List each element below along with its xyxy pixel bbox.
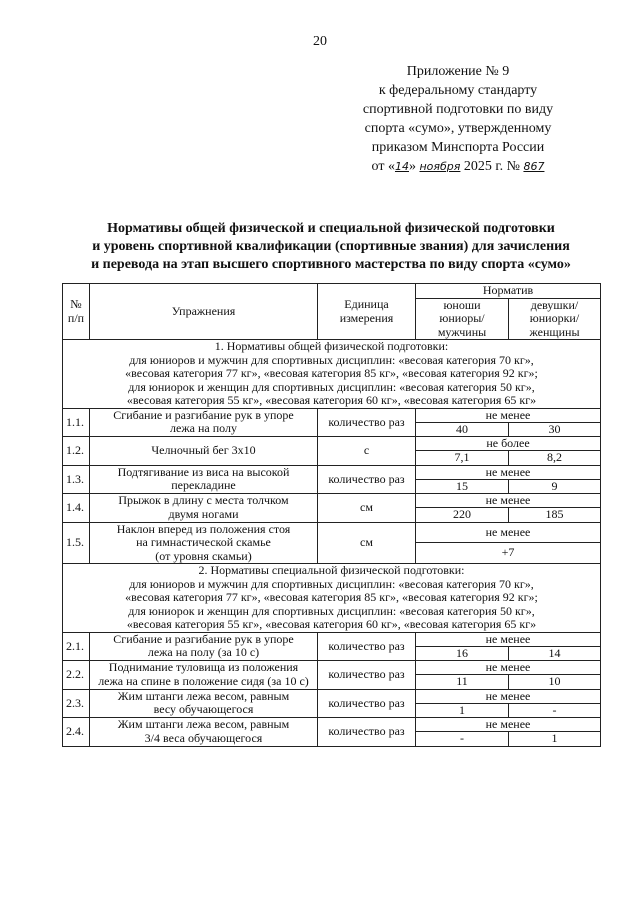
section-title-line: для юниорок и женщин для спортивных дисциплин: «весовая категория 50 кг», — [128, 379, 535, 394]
row-value-male: 40 — [416, 422, 509, 437]
header-male-line: юниоры/ — [439, 311, 485, 325]
row-exercise-line: Наклон вперед из положения стоя — [116, 521, 291, 536]
section-title-line: для юниорок и женщин для спортивных дисциплин: «весовая категория 50 кг», — [128, 603, 535, 618]
row-exercise-line: Сгибание и разгибание рук в упоре — [113, 631, 294, 646]
row-value-female: 185 — [509, 508, 601, 523]
row-condition: не менее — [416, 718, 601, 732]
title-line: и перевода на этап высшего спортивного мастерства по виду спорта «сумо» — [91, 257, 571, 272]
order-number: 867 — [523, 160, 545, 173]
table-row — [63, 437, 601, 451]
row-condition: не менее — [416, 522, 601, 542]
row-condition: не менее — [416, 494, 601, 508]
section-title-line: 1. Нормативы общей физической подготовки: — [214, 339, 449, 353]
row-condition: не менее — [416, 408, 601, 422]
norms-table — [62, 283, 601, 747]
row-exercise-line: Жим штанги лежа весом, равным — [117, 688, 290, 703]
table-row — [63, 718, 601, 732]
section-row — [63, 340, 601, 409]
section-title-line: «весовая категория 55 кг», «весовая категория 60 кг», «весовая категория 65 кг» — [126, 393, 537, 407]
row-exercise — [90, 632, 318, 661]
header-num-line: п/п — [67, 310, 85, 325]
table-row — [63, 689, 601, 703]
table-row — [63, 494, 601, 508]
date-year: 2025 г. № — [463, 159, 520, 174]
row-exercise-line: Сгибание и разгибание рук в упоре — [113, 407, 294, 422]
title-line: Нормативы общей физической и специальной физической подготовки — [107, 221, 555, 236]
row-number: 2.2. — [63, 661, 90, 690]
row-value-female: 30 — [509, 422, 601, 437]
section-title — [63, 340, 601, 409]
header-female-line: юниорки/ — [529, 311, 580, 325]
page-number: 20 — [313, 34, 327, 49]
row-condition: не более — [416, 437, 601, 451]
row-condition: не менее — [416, 661, 601, 675]
date-prefix: от « — [371, 159, 395, 174]
row-value-male: 7,1 — [416, 451, 509, 466]
row-exercise-line: двумя ногами — [168, 506, 239, 521]
row-unit: количество раз — [318, 661, 416, 690]
table-row — [63, 408, 601, 422]
header-female — [509, 298, 601, 340]
row-unit: с — [318, 437, 416, 466]
row-value-female: - — [509, 703, 601, 718]
section-title-line: 2. Нормативы специальной физической подготовки: — [198, 563, 465, 577]
appendix-lines — [328, 62, 588, 157]
row-exercise — [90, 522, 318, 564]
row-exercise-line: (от уровня скамьи) — [155, 548, 252, 563]
row-value-both: +7 — [416, 542, 601, 563]
row-value-female: 9 — [509, 479, 601, 494]
section-title-line: для юниоров и мужчин для спортивных дисциплин: «весовая категория 70 кг», — [129, 576, 534, 591]
table-row — [63, 465, 601, 479]
row-exercise-line: лежа на полу — [170, 421, 237, 436]
document-title — [62, 220, 600, 274]
row-exercise — [90, 689, 318, 718]
header-unit-line: измерения — [339, 310, 394, 325]
row-exercise — [90, 408, 318, 437]
row-number: 1.2. — [63, 437, 90, 466]
section-title-line: «весовая категория 55 кг», «весовая категория 60 кг», «весовая категория 65 кг» — [126, 617, 537, 631]
row-exercise — [90, 465, 318, 494]
header-male-line: юноши — [443, 297, 481, 312]
row-value-male: 220 — [416, 508, 509, 523]
appendix-line: спортивной подготовки по виду — [362, 102, 554, 117]
row-number: 1.5. — [63, 522, 90, 564]
appendix-line: Приложение № 9 — [406, 64, 510, 79]
row-unit: см — [318, 494, 416, 523]
header-male-line: мужчины — [437, 324, 487, 339]
appendix-line: спорта «сумо», утвержденному — [364, 121, 552, 136]
row-unit: количество раз — [318, 465, 416, 494]
row-exercise-line: лежа на спине в положение сидя (за 10 с) — [98, 673, 309, 688]
row-value-female: 8,2 — [509, 451, 601, 466]
row-unit: см — [318, 522, 416, 564]
row-number: 2.4. — [63, 718, 90, 747]
row-exercise-line: Жим штанги лежа весом, равным — [117, 717, 290, 732]
row-value-male: - — [416, 732, 509, 747]
row-value-female: 14 — [509, 646, 601, 661]
row-value-female: 1 — [509, 732, 601, 747]
row-exercise-line: весу обучающегося — [153, 702, 254, 717]
header-norm: Норматив — [416, 284, 601, 299]
title-line: и уровень спортивной квалификации (спортивные звания) для зачисления — [92, 239, 570, 254]
row-unit: количество раз — [318, 632, 416, 661]
row-unit: количество раз — [318, 408, 416, 437]
header-unit — [318, 284, 416, 340]
date-mid: » — [408, 159, 416, 174]
row-unit: количество раз — [318, 689, 416, 718]
row-number: 1.4. — [63, 494, 90, 523]
appendix-date-line — [328, 157, 588, 176]
row-unit: количество раз — [318, 718, 416, 747]
appendix-block — [328, 62, 588, 176]
table-row — [63, 632, 601, 646]
section-title — [63, 564, 601, 633]
header-unit-line: Единица — [344, 297, 389, 311]
row-number: 2.1. — [63, 632, 90, 661]
row-value-male: 1 — [416, 703, 509, 718]
date-month: ноября — [419, 160, 461, 173]
date-day: 14 — [394, 160, 409, 173]
appendix-line: приказом Минспорта России — [371, 140, 545, 155]
table-row — [63, 522, 601, 542]
section-title-line: «весовая категория 77 кг», «весовая категория 85 кг», «весовая категория 92 кг»; — [125, 590, 538, 604]
header-female-line: женщины — [529, 324, 580, 339]
section-title-line: «весовая категория 77 кг», «весовая категория 85 кг», «весовая категория 92 кг»; — [125, 366, 538, 380]
row-value-female: 10 — [509, 675, 601, 690]
row-value-male: 16 — [416, 646, 509, 661]
row-condition: не менее — [416, 632, 601, 646]
header-female-line: девушки/ — [530, 297, 579, 312]
row-exercise-line: Челночный бег 3х10 — [151, 443, 256, 457]
row-exercise — [90, 494, 318, 523]
row-exercise — [90, 718, 318, 747]
header-male — [416, 298, 509, 340]
row-exercise-line: Прыжок в длину с места толчком — [118, 493, 289, 508]
row-condition: не менее — [416, 465, 601, 479]
row-exercise — [90, 661, 318, 690]
header-num — [63, 284, 90, 340]
row-exercise-line: лежа на полу (за 10 с) — [147, 645, 260, 660]
row-exercise-line: на гимнастической скамье — [136, 535, 271, 549]
row-exercise-line: перекладине — [171, 478, 236, 493]
header-num-line: № — [70, 297, 82, 311]
row-number: 2.3. — [63, 689, 90, 718]
section-row — [63, 564, 601, 633]
row-exercise-line: Поднимание туловища из положения — [108, 660, 299, 675]
row-value-male: 15 — [416, 479, 509, 494]
row-condition: не менее — [416, 689, 601, 703]
row-exercise — [90, 437, 318, 466]
table-row — [63, 661, 601, 675]
appendix-line: к федеральному стандарту — [378, 83, 538, 98]
row-number: 1.1. — [63, 408, 90, 437]
row-value-male: 11 — [416, 675, 509, 690]
section-title-line: для юниоров и мужчин для спортивных дисциплин: «весовая категория 70 кг», — [129, 352, 534, 367]
row-exercise-line: 3/4 веса обучающегося — [144, 730, 263, 745]
row-exercise-line: Подтягивание из виса на высокой — [117, 464, 290, 479]
table-header-row — [63, 284, 601, 299]
header-exercise: Упражнения — [90, 284, 318, 340]
row-number: 1.3. — [63, 465, 90, 494]
